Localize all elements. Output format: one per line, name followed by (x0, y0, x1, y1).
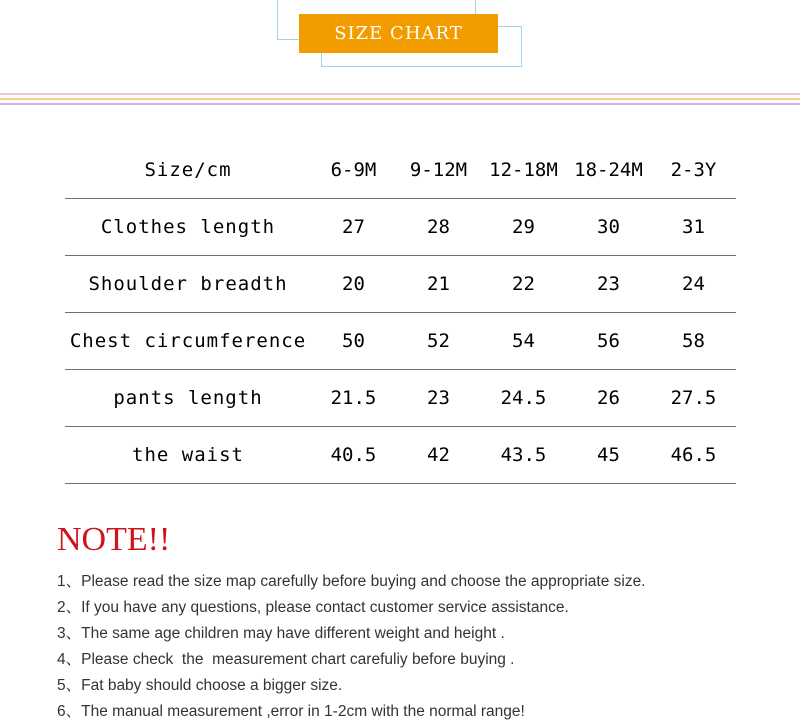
table-cell: 52 (396, 313, 481, 370)
size-table (65, 142, 736, 484)
note-item: 4、Please check the measurement chart carefuliy before buying . (57, 651, 515, 668)
table-cell: 21 (396, 256, 481, 313)
table-cell: 27.5 (651, 370, 736, 427)
table-row (65, 370, 736, 427)
table-row (65, 199, 736, 256)
divider-stripe (0, 103, 800, 105)
row-label: pants length (65, 370, 311, 427)
table-cell: 45 (566, 427, 651, 484)
row-label: the waist (65, 427, 311, 484)
table-cell: 20 (311, 256, 396, 313)
row-label: Shoulder breadth (65, 256, 311, 313)
note-title: NOTE!! (57, 521, 171, 558)
table-row (65, 313, 736, 370)
size-header-cell: 18-24M (566, 142, 651, 199)
table-cell: 30 (566, 199, 651, 256)
table-row (65, 256, 736, 313)
note-item: 3、The same age children may have different weight and height . (57, 625, 505, 642)
table-cell: 28 (396, 199, 481, 256)
table-cell: 43.5 (481, 427, 566, 484)
size-header-cell: 2-3Y (651, 142, 736, 199)
table-row (65, 427, 736, 484)
size-chart-header (0, 0, 800, 110)
table-cell: 40.5 (311, 427, 396, 484)
divider-stripe (0, 93, 800, 95)
size-header-cell: 9-12M (396, 142, 481, 199)
table-cell: 24 (651, 256, 736, 313)
note-item: 6、The manual measurement ,error in 1-2cm with the normal range! (57, 703, 525, 720)
size-header-cell: 6-9M (311, 142, 396, 199)
note-item: 1、Please read the size map carefully before buying and choose the appropriate size. (57, 573, 646, 590)
table-cell: 56 (566, 313, 651, 370)
table-cell: 24.5 (481, 370, 566, 427)
notes-list (57, 572, 646, 728)
table-cell: 46.5 (651, 427, 736, 484)
table-cell: 21.5 (311, 370, 396, 427)
table-cell: 54 (481, 313, 566, 370)
size-chart-title: SIZE CHART (299, 14, 498, 53)
table-cell: 26 (566, 370, 651, 427)
table-cell: 50 (311, 313, 396, 370)
header-label-cell: Size/cm (65, 142, 311, 199)
note-item: 5、Fat baby should choose a bigger size. (57, 677, 343, 694)
table-header-row (65, 142, 736, 199)
size-header-cell: 12-18M (481, 142, 566, 199)
table-cell: 23 (396, 370, 481, 427)
table-cell: 23 (566, 256, 651, 313)
row-label: Chest circumference (65, 313, 311, 370)
table-cell: 27 (311, 199, 396, 256)
divider-stripe (0, 98, 800, 100)
table-cell: 31 (651, 199, 736, 256)
table-cell: 29 (481, 199, 566, 256)
table-cell: 42 (396, 427, 481, 484)
table-cell: 22 (481, 256, 566, 313)
note-item: 2、If you have any questions, please contact customer service assistance. (57, 599, 569, 616)
row-label: Clothes length (65, 199, 311, 256)
table-cell: 58 (651, 313, 736, 370)
